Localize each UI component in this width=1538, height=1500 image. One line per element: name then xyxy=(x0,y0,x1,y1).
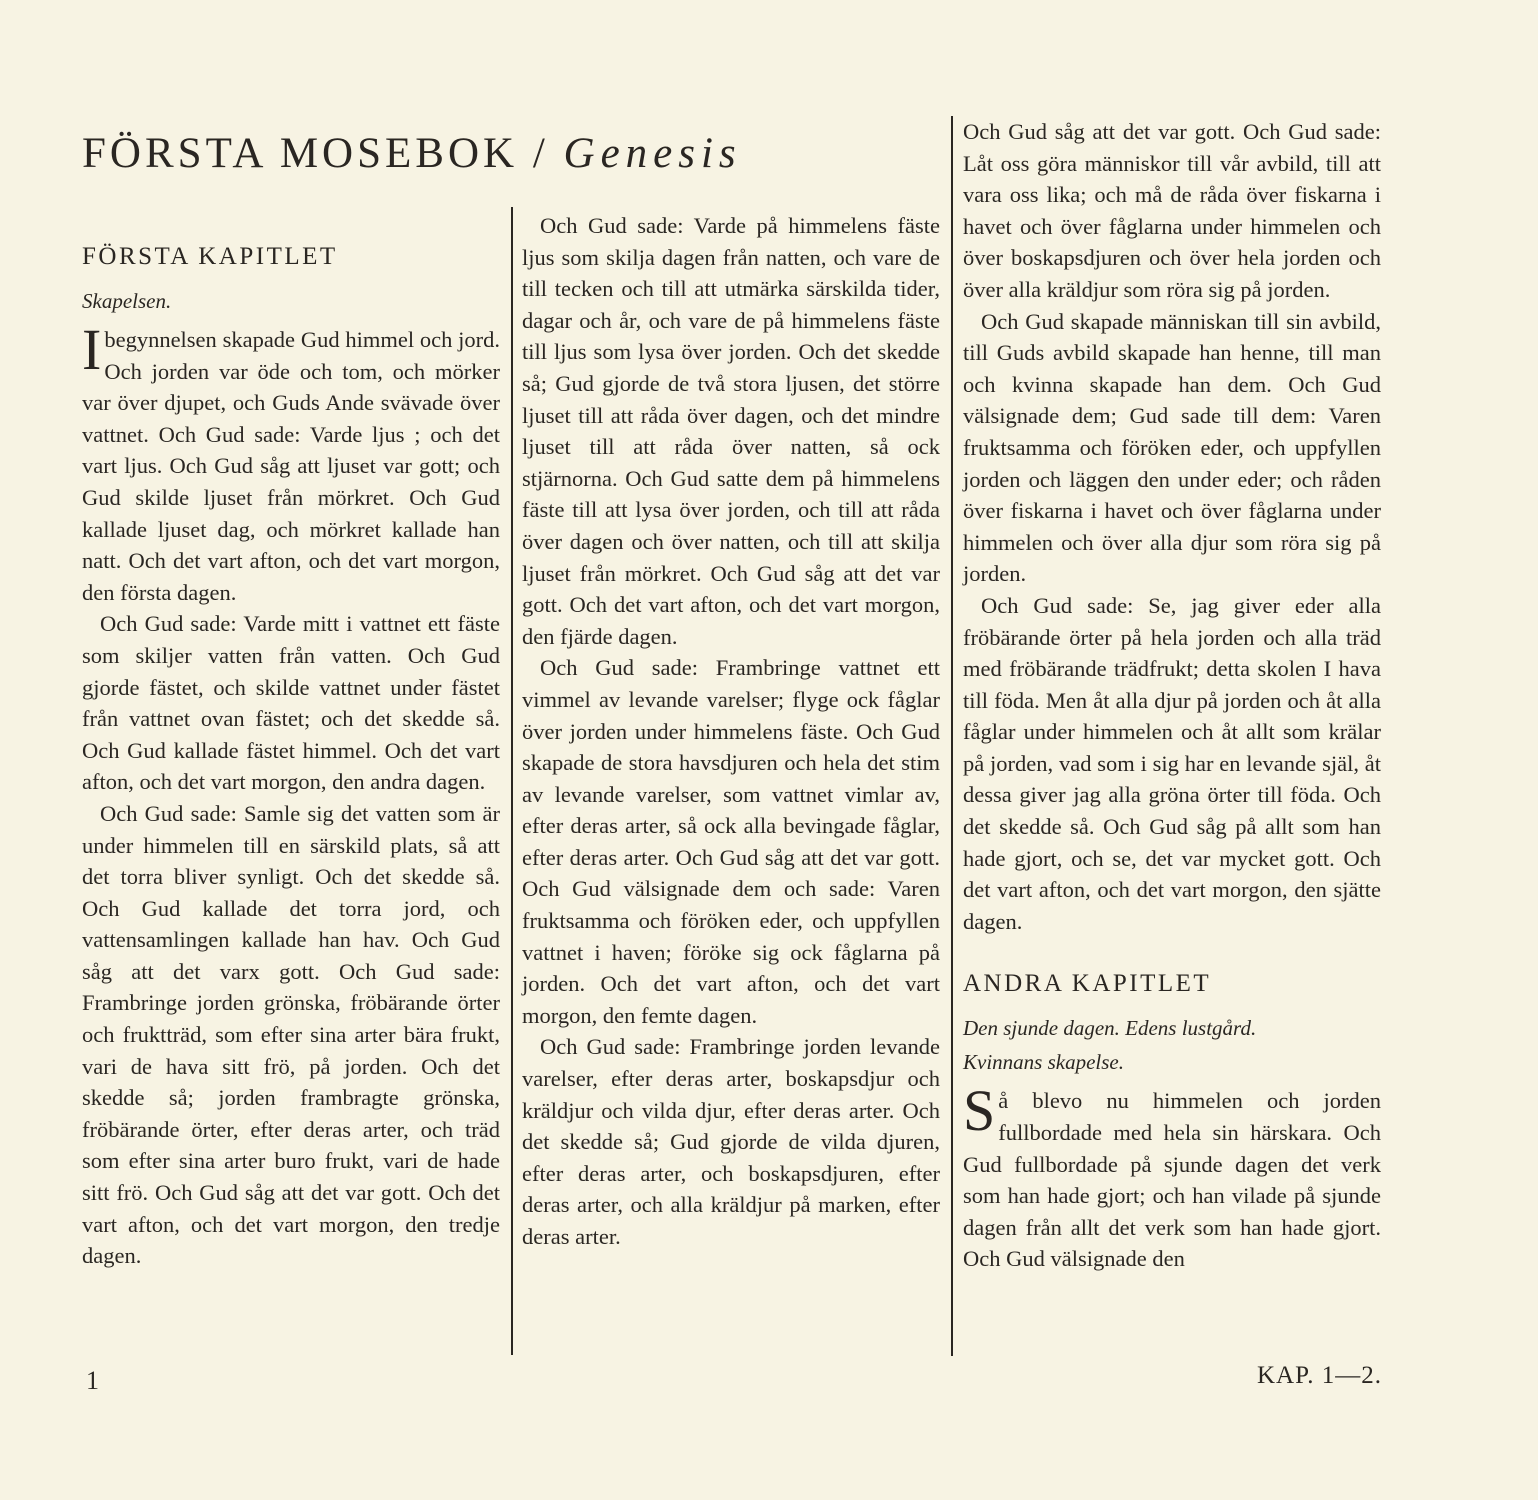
paragraph: Och Gud skapade människan till sin avbild, till Guds avbild skapade han henne, till man och kvinna skapade han dem. Och Gud välsignade dem; Gud sade till dem: Varen fruktsamma och föröken eder, och uppfyllen jorden och läggen den under eder; och råden över fiskarna i havet och över fåglarna under himmelen och över alla djur som röra sig på jorden. xyxy=(963,308,1381,587)
chapter-2-subtitle: Kvinnans skapelse. xyxy=(963,1050,1124,1075)
paragraph: Och Gud sade: Frambringe jorden levande varelser, efter deras arter, boskapsdjur och kräldjur och vilda djur, efter deras arter. Och det skedde så; Gud gjorde de vilda djuren, efter deras arter, och boskapsdjuren, efter deras arter, och alla kräldjur på marken, efter deras arter. xyxy=(522,1034,940,1249)
paragraph xyxy=(963,1078,1381,1275)
chapter-reference: KAP. 1—2. xyxy=(1257,1362,1382,1389)
page-number: 1 xyxy=(86,1366,99,1395)
text-column-1 xyxy=(82,240,500,1272)
text-column-2 xyxy=(522,210,940,1253)
paragraph: Och Gud sade: Varde mitt i vattnet ett fäste som skiljer vatten från vatten. Och Gud gjorde fästet, och skilde vattnet under fästet från vattnet ovan fästet; och det skedde så. Och Gud kallade fästet himmel. Och det vart afton, och det vart morgon, den andra dagen. xyxy=(82,611,500,795)
paragraph: Och Gud sade: Frambringe vattnet ett vimmel av levande varelser; flyge ock fåglar över jorden under himmelens fäste. Och Gud skapade de stora havsdjuren och hela det stim av levande varelser, som vattnet vimlar av, efter deras arter, så ock alla bevingade fåglar, efter deras arter. Och Gud såg att det var gott. Och Gud välsignade dem och sade: Varen fruktsamma och föröken eder, och uppfyllen vattnet i haven; föröke sig ock fåglarna på jorden. Och det vart afton, och det vart morgon, den femte dagen. xyxy=(522,655,940,1028)
paragraph-text: å blevo nu himmelen och jorden fullbordade med hela sin härskara. Och Gud fullbordade på sjunde dagen det verk som han hade gjort; och han vilade på sjunde dagen från allt det verk som han hade gjort. Och Gud välsignade den xyxy=(963,1088,1381,1272)
column-divider xyxy=(511,207,513,1355)
paragraph xyxy=(82,317,500,608)
text-column-3 xyxy=(963,116,1381,1275)
paragraph: Och Gud sade: Se, jag giver eder alla fröbärande örter på hela jorden och alla träd med fröbärande trädfrukt; detta skolen I hava till föda. Men åt alla djur på jorden och åt alla fåglar under himmelen och åt allt som krälar på jorden, vad som i sig har en levande själ, åt dessa giver jag alla gröna örter till föda. Och det skedde så. Och Gud såg på allt som han hade gjort, och se, det var mycket gott. Och det vart afton, och det vart morgon, den sjätte dagen. xyxy=(963,592,1381,934)
book-title-sub: Genesis xyxy=(563,130,742,177)
chapter-1-subtitle: Skapelsen. xyxy=(82,289,172,313)
chapter-2-subtitle: Den sjunde dagen. Edens lustgård. xyxy=(963,1016,1257,1041)
paragraph: Och Gud sade: Varde på himmelens fäste ljus som skilja dagen från natten, och vare de till tecken och till att utmärka särskilda tider, dagar och år, och vare de på himmelens fäste till ljus som lysa över jorden. Och det skedde så; Gud gjorde de två stora ljusen, det större ljuset till att råda över dagen, och det mindre ljuset till att råda över natten, så ock stjärnorna. Och Gud satte dem på himmelens fäste till att lysa över jorden, och till att råda över dagen och över natten, och till att skilja ljuset från mörkret. Och Gud såg att det var gott. Och det vart afton, och det vart morgon, den fjärde dagen. xyxy=(522,213,940,649)
drop-cap: S xyxy=(963,1078,996,1144)
chapter-2-heading: ANDRA KAPITLET xyxy=(963,970,1212,998)
paragraph-text: begynnelsen skapade Gud himmel och jord. Och jorden var öde och tom, och mörker var över djupet, och Guds Ande svävade över vattnet. Och Gud sade: Varde ljus ; och det vart ljus. Och Gud såg att ljuset var gott; och Gud skilde ljuset från mörkret. Och Gud kallade ljuset dag, och mörkret kallade han natt. Och det vart afton, och det vart morgon, den första dagen. xyxy=(82,327,500,605)
drop-cap: I xyxy=(82,317,102,382)
book-title xyxy=(82,130,742,177)
chapter-1-heading: FÖRSTA KAPITLET xyxy=(82,243,338,270)
column-divider xyxy=(951,116,953,1356)
paragraph: Och Gud sade: Samle sig det vatten som är under himmelen till en särskild plats, så att det torra bliver synligt. Och det skedde så. Och Gud kallade det torra jord, och vattensamlingen kallade han hav. Och Gud såg att det varx gott. Och Gud sade: Frambringe jorden grönska, fröbärande örter och fruktträd, som efter sina arter bära frukt, vari de hava sitt frö, på jorden. Och det skedde så; jorden frambragte grönska, fröbärande örter, efter deras arter, och träd som efter sina arter buro frukt, vari de hade sitt frö. Och Gud såg att det var gott. Och det vart afton, och det vart morgon, den tredje dagen. xyxy=(82,800,500,1269)
book-title-main: FÖRSTA MOSEBOK / xyxy=(82,130,564,177)
paragraph: Och Gud såg att det var gott. Och Gud sade: Låt oss göra människor till vår avbild, till att vara oss lika; och må de råda över fiskarna i havet och över fåglarna under himmelen och över boskapsdjuren och över hela jorden och över alla kräldjur som röra sig på jorden. xyxy=(963,119,1381,302)
